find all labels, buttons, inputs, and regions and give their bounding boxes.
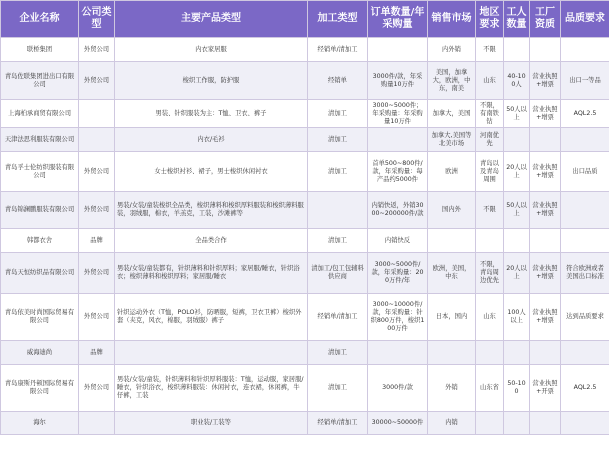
workers-cell: 20人以上 xyxy=(504,253,530,294)
processing-type-cell: 经销单/清加工 xyxy=(308,412,368,435)
header-worker-count: 工人数量 xyxy=(504,1,530,38)
products-cell: 梭织工作服，防护服 xyxy=(115,62,308,100)
processing-type-cell: 清加工 xyxy=(308,229,368,253)
qualification-cell xyxy=(530,341,561,365)
products-cell: 男装/女装/童装梭织全品类，梭织薄料和梭织厚料服装和梭织薄料服装，羽绒服，棉衣，羊羔克，工装，沙滩裤等 xyxy=(115,192,308,229)
products-cell: 男装/女装/童装，针织薄料和针织厚料服装：T恤，运动服，家居服/睡衣，针织浴衣，梭织薄料服装：休闲衬衣，连衣裙，休闲裤，牛仔裤，工装 xyxy=(115,365,308,412)
processing-type-cell: 清加工 xyxy=(308,365,368,412)
header-main-products: 主要产品类型 xyxy=(115,1,308,38)
qualification-cell: 营业执照+开票 xyxy=(530,365,561,412)
sales-market-cell: 内销 xyxy=(428,412,476,435)
company-name-cell: 联桥集团 xyxy=(1,38,79,62)
company-name-cell: 青岛依美时尚国际贸易有限公司 xyxy=(1,294,79,341)
table-row xyxy=(1,294,609,341)
workers-cell: 50人以上 xyxy=(504,192,530,229)
table-row xyxy=(1,152,609,192)
products-cell: 男装/女装/童装都有，针织薄料和针织厚料；家居服/睡衣，针织浴衣；梭织薄料和梭织厚料；家居服/睡衣 xyxy=(115,253,308,294)
qualification-cell xyxy=(530,128,561,152)
company-name-cell: 青岛锦澜鹏服装有限公司 xyxy=(1,192,79,229)
company-type-cell xyxy=(79,412,115,435)
region-cell: 不限，有南铁钻 xyxy=(476,100,504,128)
qualification-cell: 营业执照+增票 xyxy=(530,294,561,341)
order-volume-cell: 30000~50000件 xyxy=(368,412,428,435)
processing-type-cell: 经销单 xyxy=(308,62,368,100)
table-row xyxy=(1,229,609,253)
header-sales-market: 销售市场 xyxy=(428,1,476,38)
qualification-cell: 营业执照+增票 xyxy=(530,62,561,100)
table-row xyxy=(1,62,609,100)
order-volume-cell: 内销快返，外销3000~200000件/款 xyxy=(368,192,428,229)
workers-cell xyxy=(504,128,530,152)
sales-market-cell: 加拿大，美国 xyxy=(428,100,476,128)
order-volume-cell: 3000件/款 xyxy=(368,365,428,412)
qualification-cell: 营业执照+增票 xyxy=(530,253,561,294)
products-cell: 男装、针织服装为主：T恤、卫衣、裤子 xyxy=(115,100,308,128)
workers-cell xyxy=(504,229,530,253)
company-type-cell xyxy=(79,128,115,152)
order-volume-cell: 首单500~800件/款，年采购量：每产品约5000件 xyxy=(368,152,428,192)
header-order-volume: 订单数量/年采购量 xyxy=(368,1,428,38)
table-row xyxy=(1,412,609,435)
sales-market-cell: 日本，国内 xyxy=(428,294,476,341)
processing-type-cell: 清加工 xyxy=(308,100,368,128)
header-company-type: 公司类型 xyxy=(79,1,115,38)
products-cell: 内衣家居服 xyxy=(115,38,308,62)
workers-cell: 50-100 xyxy=(504,365,530,412)
company-name-cell: 青岛佐联集团进出口有限公司 xyxy=(1,62,79,100)
header-region-requirement: 地区要求 xyxy=(476,1,504,38)
workers-cell: 100人以上 xyxy=(504,294,530,341)
quality-cell xyxy=(561,128,609,152)
workers-cell xyxy=(504,341,530,365)
sales-market-cell: 内外销 xyxy=(428,38,476,62)
table-row xyxy=(1,192,609,229)
order-volume-cell: 3000~5000件/款，年采购量：200万件/年 xyxy=(368,253,428,294)
region-cell: 不限 xyxy=(476,192,504,229)
processing-type-cell: 清加工/包工包辅料供应商 xyxy=(308,253,368,294)
company-type-cell xyxy=(79,100,115,128)
order-volume-cell: 3000~10000件/款，年采购量：针织800万件，梭织100万件 xyxy=(368,294,428,341)
company-type-cell: 外贸公司 xyxy=(79,38,115,62)
sales-market-cell: 美国，加拿大，欧洲，中东，南美 xyxy=(428,62,476,100)
region-cell xyxy=(476,341,504,365)
region-cell: 山东 xyxy=(476,294,504,341)
quality-cell: 出口品质 xyxy=(561,152,609,192)
order-volume-cell xyxy=(368,341,428,365)
workers-cell: 40-100人 xyxy=(504,62,530,100)
quality-cell xyxy=(561,341,609,365)
qualification-cell: 营业执照+增票 xyxy=(530,192,561,229)
company-type-cell: 品牌 xyxy=(79,341,115,365)
products-cell: 内衣/毛衫 xyxy=(115,128,308,152)
region-cell: 山东 xyxy=(476,62,504,100)
company-name-cell: 青岛孚士伦纺织服装有限公司 xyxy=(1,152,79,192)
qualification-cell xyxy=(530,412,561,435)
table-row xyxy=(1,341,609,365)
processing-type-cell: 清加工 xyxy=(308,341,368,365)
header-quality-requirement: 品质要求 xyxy=(561,1,609,38)
quality-cell xyxy=(561,412,609,435)
region-cell xyxy=(476,412,504,435)
table-row xyxy=(1,100,609,128)
sales-market-cell: 外销 xyxy=(428,365,476,412)
sales-market-cell: 加拿大,美国等北美市场 xyxy=(428,128,476,152)
products-cell: 针织运动外衣（T恤，POLO衫，防晒服，短裤，卫衣卫裤）梭织外套（夹克，风衣，棉服，羽绒服）裤子 xyxy=(115,294,308,341)
region-cell: 山东省 xyxy=(476,365,504,412)
region-cell: 不限，青岛周边优先 xyxy=(476,253,504,294)
products-cell xyxy=(115,341,308,365)
table-row xyxy=(1,38,609,62)
processing-type-cell: 经销单/清加工 xyxy=(308,294,368,341)
processing-type-cell xyxy=(308,192,368,229)
order-volume-cell: 3000~5000件；年采购量：年采购量10万件 xyxy=(368,100,428,128)
region-cell xyxy=(476,229,504,253)
sales-market-cell: 国内外 xyxy=(428,192,476,229)
company-name-cell: 威海迪尚 xyxy=(1,341,79,365)
company-type-cell: 外贸公司 xyxy=(79,294,115,341)
header-row xyxy=(1,1,609,38)
company-type-cell: 外贸公司 xyxy=(79,152,115,192)
products-cell: 职业装/工装等 xyxy=(115,412,308,435)
region-cell: 不限 xyxy=(476,38,504,62)
workers-cell xyxy=(504,412,530,435)
quality-cell xyxy=(561,229,609,253)
sales-market-cell: 欧洲 xyxy=(428,152,476,192)
order-volume-cell: 3000件/款，年采购量10万件 xyxy=(368,62,428,100)
qualification-cell: 营业执照+增票 xyxy=(530,100,561,128)
company-name-cell: 青岛天恒纺织品有限公司 xyxy=(1,253,79,294)
qualification-cell xyxy=(530,229,561,253)
company-name-cell: 韩都衣舍 xyxy=(1,229,79,253)
products-cell: 全品类合作 xyxy=(115,229,308,253)
quality-cell: AQL2.5 xyxy=(561,365,609,412)
region-cell: 河南优先 xyxy=(476,128,504,152)
processing-type-cell: 清加工 xyxy=(308,128,368,152)
company-type-cell: 外贸公司 xyxy=(79,365,115,412)
company-name-cell: 海尔 xyxy=(1,412,79,435)
table-row xyxy=(1,253,609,294)
company-name-cell: 天津法思利服装有限公司 xyxy=(1,128,79,152)
order-volume-cell: 内销快反 xyxy=(368,229,428,253)
quality-cell: 达到品质要求 xyxy=(561,294,609,341)
sales-market-cell: 欧洲，美国，中东 xyxy=(428,253,476,294)
header-factory-qualification: 工厂资质 xyxy=(530,1,561,38)
qualification-cell: 营业执照+增票 xyxy=(530,152,561,192)
sales-market-cell xyxy=(428,341,476,365)
quality-cell: 符合欧洲或者美国出口标准 xyxy=(561,253,609,294)
company-type-cell: 外贸公司 xyxy=(79,253,115,294)
workers-cell: 20人以上 xyxy=(504,152,530,192)
sales-market-cell xyxy=(428,229,476,253)
products-cell: 女士梭织衬衫、裙子，男士梭织休闲衬衣 xyxy=(115,152,308,192)
company-type-cell: 外贸公司 xyxy=(79,192,115,229)
company-type-cell: 品牌 xyxy=(79,229,115,253)
company-name-cell: 上海柏承商贸有限公司 xyxy=(1,100,79,128)
processing-type-cell: 经销单/清加工 xyxy=(308,38,368,62)
qualification-cell xyxy=(530,38,561,62)
workers-cell xyxy=(504,38,530,62)
company-name-cell: 青岛康斯丹顿国际贸易有限公司 xyxy=(1,365,79,412)
quality-cell xyxy=(561,38,609,62)
order-volume-cell xyxy=(368,128,428,152)
quality-cell: AQL2.5 xyxy=(561,100,609,128)
quality-cell xyxy=(561,192,609,229)
header-company-name: 企业名称 xyxy=(1,1,79,38)
order-volume-cell xyxy=(368,38,428,62)
region-cell: 青岛以及青岛周围 xyxy=(476,152,504,192)
workers-cell: 50人以上 xyxy=(504,100,530,128)
company-type-cell: 外贸公司 xyxy=(79,62,115,100)
table-row xyxy=(1,128,609,152)
quality-cell: 出口一等品 xyxy=(561,62,609,100)
processing-type-cell: 清加工 xyxy=(308,152,368,192)
table-row xyxy=(1,365,609,412)
header-processing-type: 加工类型 xyxy=(308,1,368,38)
